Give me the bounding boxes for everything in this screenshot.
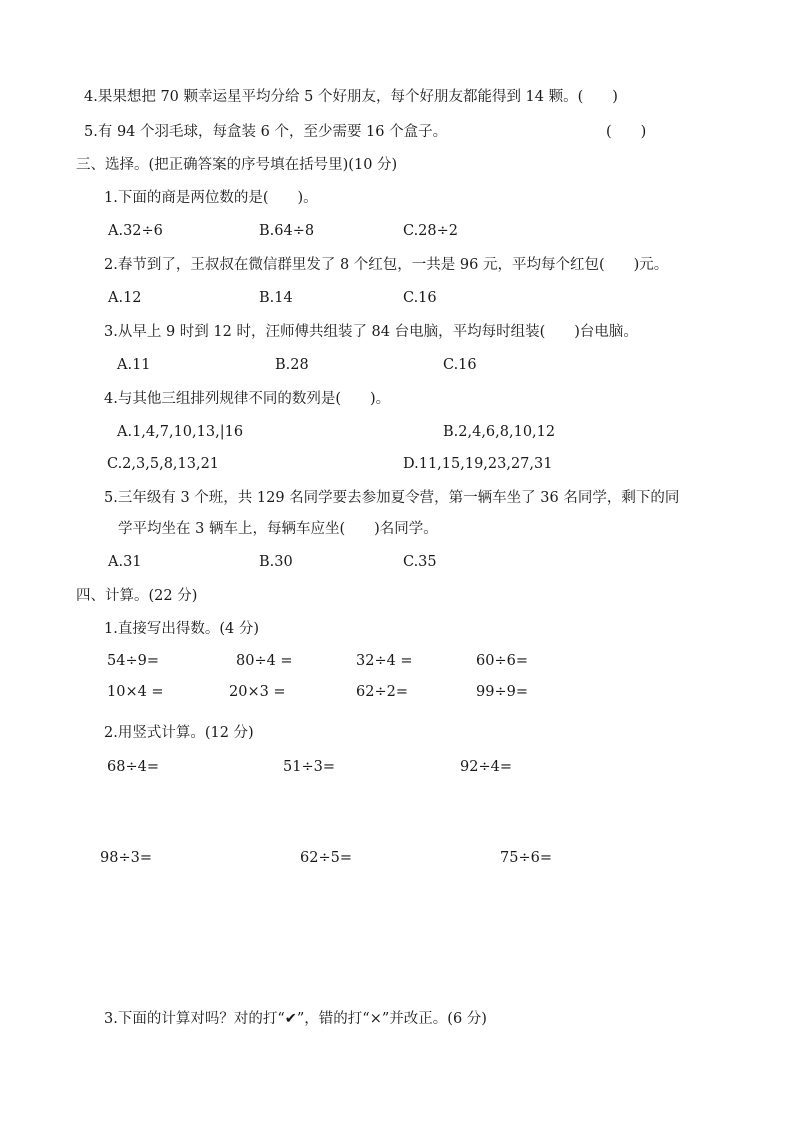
vertical-calc-item: 92÷4= (460, 759, 512, 775)
section-3-heading: 三、选择。(把正确答案的序号填在括号里)(10 分) (76, 157, 398, 173)
choice-q5-option-a: A.31 (108, 554, 142, 570)
mental-calc-item: 10×4 = (107, 684, 164, 700)
choice-q5-option-c: C.35 (403, 554, 437, 570)
choice-q2-option-a: A.12 (108, 290, 142, 306)
mental-calc-item: 62÷2= (356, 684, 408, 700)
choice-q4-option-c: C.2,3,5,8,13,21 (107, 456, 220, 472)
mental-calc-item: 54÷9= (107, 653, 159, 669)
mental-calc-item: 99÷9= (476, 684, 528, 700)
judge-item-4: 4.果果想把 70 颗幸运星平均分给 5 个好朋友，每个好朋友都能得到 14 颗。( ) (84, 89, 618, 105)
mental-calc-item: 32÷4 = (356, 653, 413, 669)
choice-q3-option-b: B.28 (275, 357, 309, 373)
mental-calc-item: 20×3 = (229, 684, 286, 700)
mental-calc-item: 60÷6= (476, 653, 528, 669)
choice-q1-option-b: B.64÷8 (259, 223, 315, 239)
choice-q5-stem-line-1: 5.三年级有 3 个班，共 129 名同学要去参加夏令营，第一辆车坐了 36 名同学，剩下的同 (104, 490, 680, 506)
calc-part-3-title: 3.下面的计算对吗？对的打“✔”，错的打“×”并改正。(6 分) (104, 1011, 487, 1027)
choice-q3-stem: 3.从早上 9 时到 12 时，汪师傅共组装了 84 台电脑，平均每时组装( )台电脑。 (104, 324, 638, 340)
vertical-calc-item: 68÷4= (107, 759, 159, 775)
calc-part-2-title: 2.用竖式计算。(12 分) (104, 725, 254, 741)
choice-q4-option-b: B.2,4,6,8,10,12 (443, 424, 556, 440)
choice-q4-option-a: A.1,4,7,10,13,|16 (117, 424, 244, 440)
judge-item-5-answer-blank: ( ) (606, 124, 647, 140)
choice-q1-option-c: C.28÷2 (403, 223, 459, 239)
choice-q4-stem: 4.与其他三组排列规律不同的数列是( )。 (104, 391, 391, 407)
section-4-heading: 四、计算。(22 分) (76, 588, 198, 604)
vertical-calc-item: 75÷6= (500, 850, 552, 866)
choice-q2-stem: 2.春节到了，王叔叔在微信群里发了 8 个红包，一共是 96 元，平均每个红包( )元。 (104, 257, 669, 273)
vertical-calc-item: 51÷3= (283, 759, 335, 775)
choice-q5-option-b: B.30 (259, 554, 293, 570)
choice-q3-option-a: A.11 (117, 357, 151, 373)
calc-part-1-title: 1.直接写出得数。(4 分) (104, 621, 259, 637)
mental-calc-item: 80÷4 = (236, 653, 293, 669)
choice-q1-option-a: A.32÷6 (108, 223, 163, 239)
choice-q3-option-c: C.16 (443, 357, 477, 373)
choice-q2-option-c: C.16 (403, 290, 437, 306)
judge-item-5: 5.有 94 个羽毛球，每盒装 6 个，至少需要 16 个盒子。 (84, 124, 448, 140)
vertical-calc-item: 62÷5= (300, 850, 352, 866)
choice-q5-stem-line-2: 学平均坐在 3 辆车上，每辆车应坐( )名同学。 (118, 521, 438, 537)
vertical-calc-item: 98÷3= (100, 850, 152, 866)
choice-q4-option-d: D.11,15,19,23,27,31 (403, 456, 553, 472)
choice-q2-option-b: B.14 (259, 290, 293, 306)
choice-q1-stem: 1.下面的商是两位数的是( )。 (104, 190, 318, 206)
